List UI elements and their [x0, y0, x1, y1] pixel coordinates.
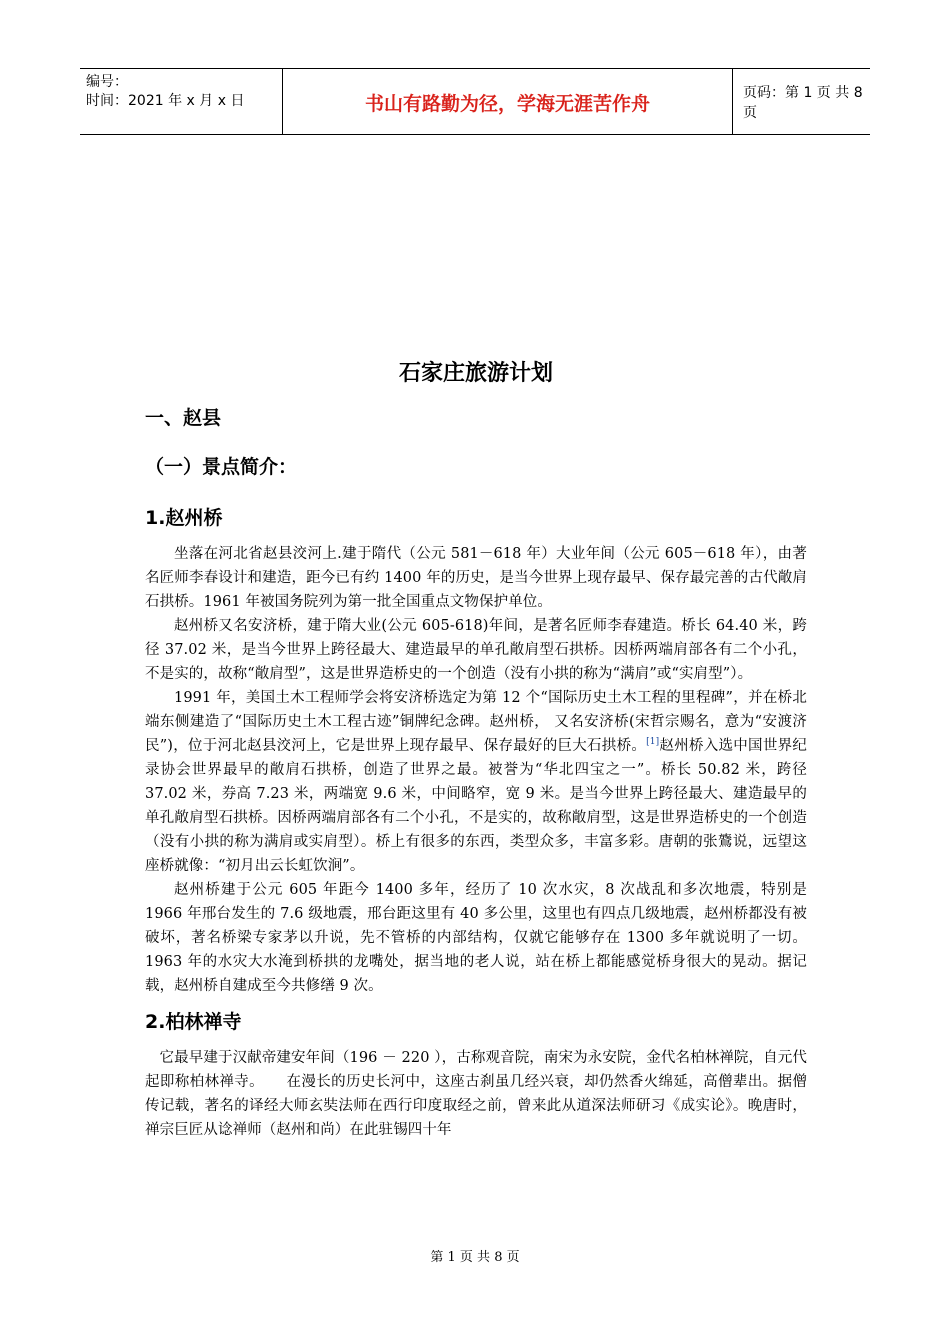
page-footer: 第 1 页 共 8 页 — [430, 1250, 520, 1265]
item-heading-bailin-temple: 2.柏林禅寺 — [145, 1011, 242, 1033]
header-meta — [86, 73, 244, 111]
paragraph-text: 1991 年，美国土木工程师学会将安济桥选定为第 12 个“国际历史土木工程的里程碑”，并在桥北端东侧建造了“国际历史土木工程古迹”铜牌纪念碑。赵州桥， 又名安济桥(宋哲宗赐名，意为“安渡济民”)，位于河北赵县洨河上，它是世界上现存最早、保存最好的巨大石拱桥。 — [145, 690, 807, 754]
header-code: 编号： — [86, 74, 128, 90]
paragraph — [145, 686, 807, 878]
header-date: 时间：2021 年 x 月 x 日 — [86, 93, 245, 109]
paragraph: 赵州桥又名安济桥，建于隋大业(公元 605-618)年间，是著名匠师李春建造。桥长 64.40 米，跨径 37.02 米，是当今世界上跨径最大、建造最早的单孔敞肩型石拱桥。因桥两端肩部各有二个小孔，不是实的，故称“敞肩型”，这是世界造桥史的一个创造（没有小拱的称为“满肩”或“实肩型”）。 — [145, 618, 807, 682]
citation-link[interactable]: [1] — [646, 737, 660, 748]
page-header — [80, 68, 870, 135]
paragraph: 赵州桥建于公元 605 年距今 1400 多年，经历了 10 次水灾，8 次战乱和多次地震，特别是 1966 年邢台发生的 7.6 级地震，邢台距这里有 40 多公里，这里也有四点几级地震，赵州桥都没有被破坏，著名桥梁专家茅以升说，先不管桥的内部结构，仅就它能够存在 1300 多年就说明了一切。1963 年的水灾大水淹到桥拱的龙嘴处，据当地的老人说，站在桥上都能感觉桥身很大的晃动。据记载，赵州桥自建成至今共修缮 9 次。 — [145, 882, 807, 994]
paragraph: 坐落在河北省赵县洨河上.建于隋代（公元 581－618 年）大业年间（公元 605－618 年），由著名匠师李春设计和建造，距今已有约 1400 年的历史，是当今世界上现存最早、保存最完善的古代敞肩石拱桥。1961 年被国务院列为第一批全国重点文物保护单位。 — [145, 546, 807, 610]
item-heading-zhaozhou-bridge: 1.赵州桥 — [145, 507, 223, 529]
subsection-heading: （一）景点简介： — [145, 456, 298, 478]
document-body — [145, 350, 807, 1142]
paragraph: 它最早建于汉献帝建安年间（196 － 220 ），古称观音院，南宋为永安院，金代名柏林禅院，自元代起即称柏林禅寺。 在漫长的历史长河中，这座古刹虽几经兴衰，却仍然香火绵延，高僧辈出。据僧传记载，著名的译经大师玄奘法师在西行印度取经之前，曾来此从道深法师研习《成实论》。晚唐时，禅宗巨匠从谂禅师（赵州和尚）在此驻锡四十年 — [145, 1050, 807, 1138]
header-page-number: 页码：第 1 页 共 8 页 — [743, 85, 863, 121]
paragraph-text: 赵州桥入选中国世界纪录协会世界最早的敞肩石拱桥，创造了世界之最。被誉为“华北四宝之一”。桥长 50.82 米，跨径 37.02 米，券高 7.23 米，两端宽 9.6 米，中间略窄，宽 9 米。是当今世界上跨径最大、建造最早的单孔敞肩型石拱桥。因桥两端肩部各有二个小孔，不是实的，故称敞肩型，这是世界造桥史的一个创造（没有小拱的称为满肩或实肩型）。桥上有很多的东西，类型众多，丰富多彩。唐朝的张鷟说，远望这座桥就像：“初月出云长虹饮涧”。 — [145, 738, 807, 874]
section-heading: 一、赵县 — [145, 407, 222, 429]
header-motto: 书山有路勤为径，学海无涯苦作舟 — [282, 69, 733, 135]
document-title: 石家庄旅游计划 — [398, 360, 553, 386]
